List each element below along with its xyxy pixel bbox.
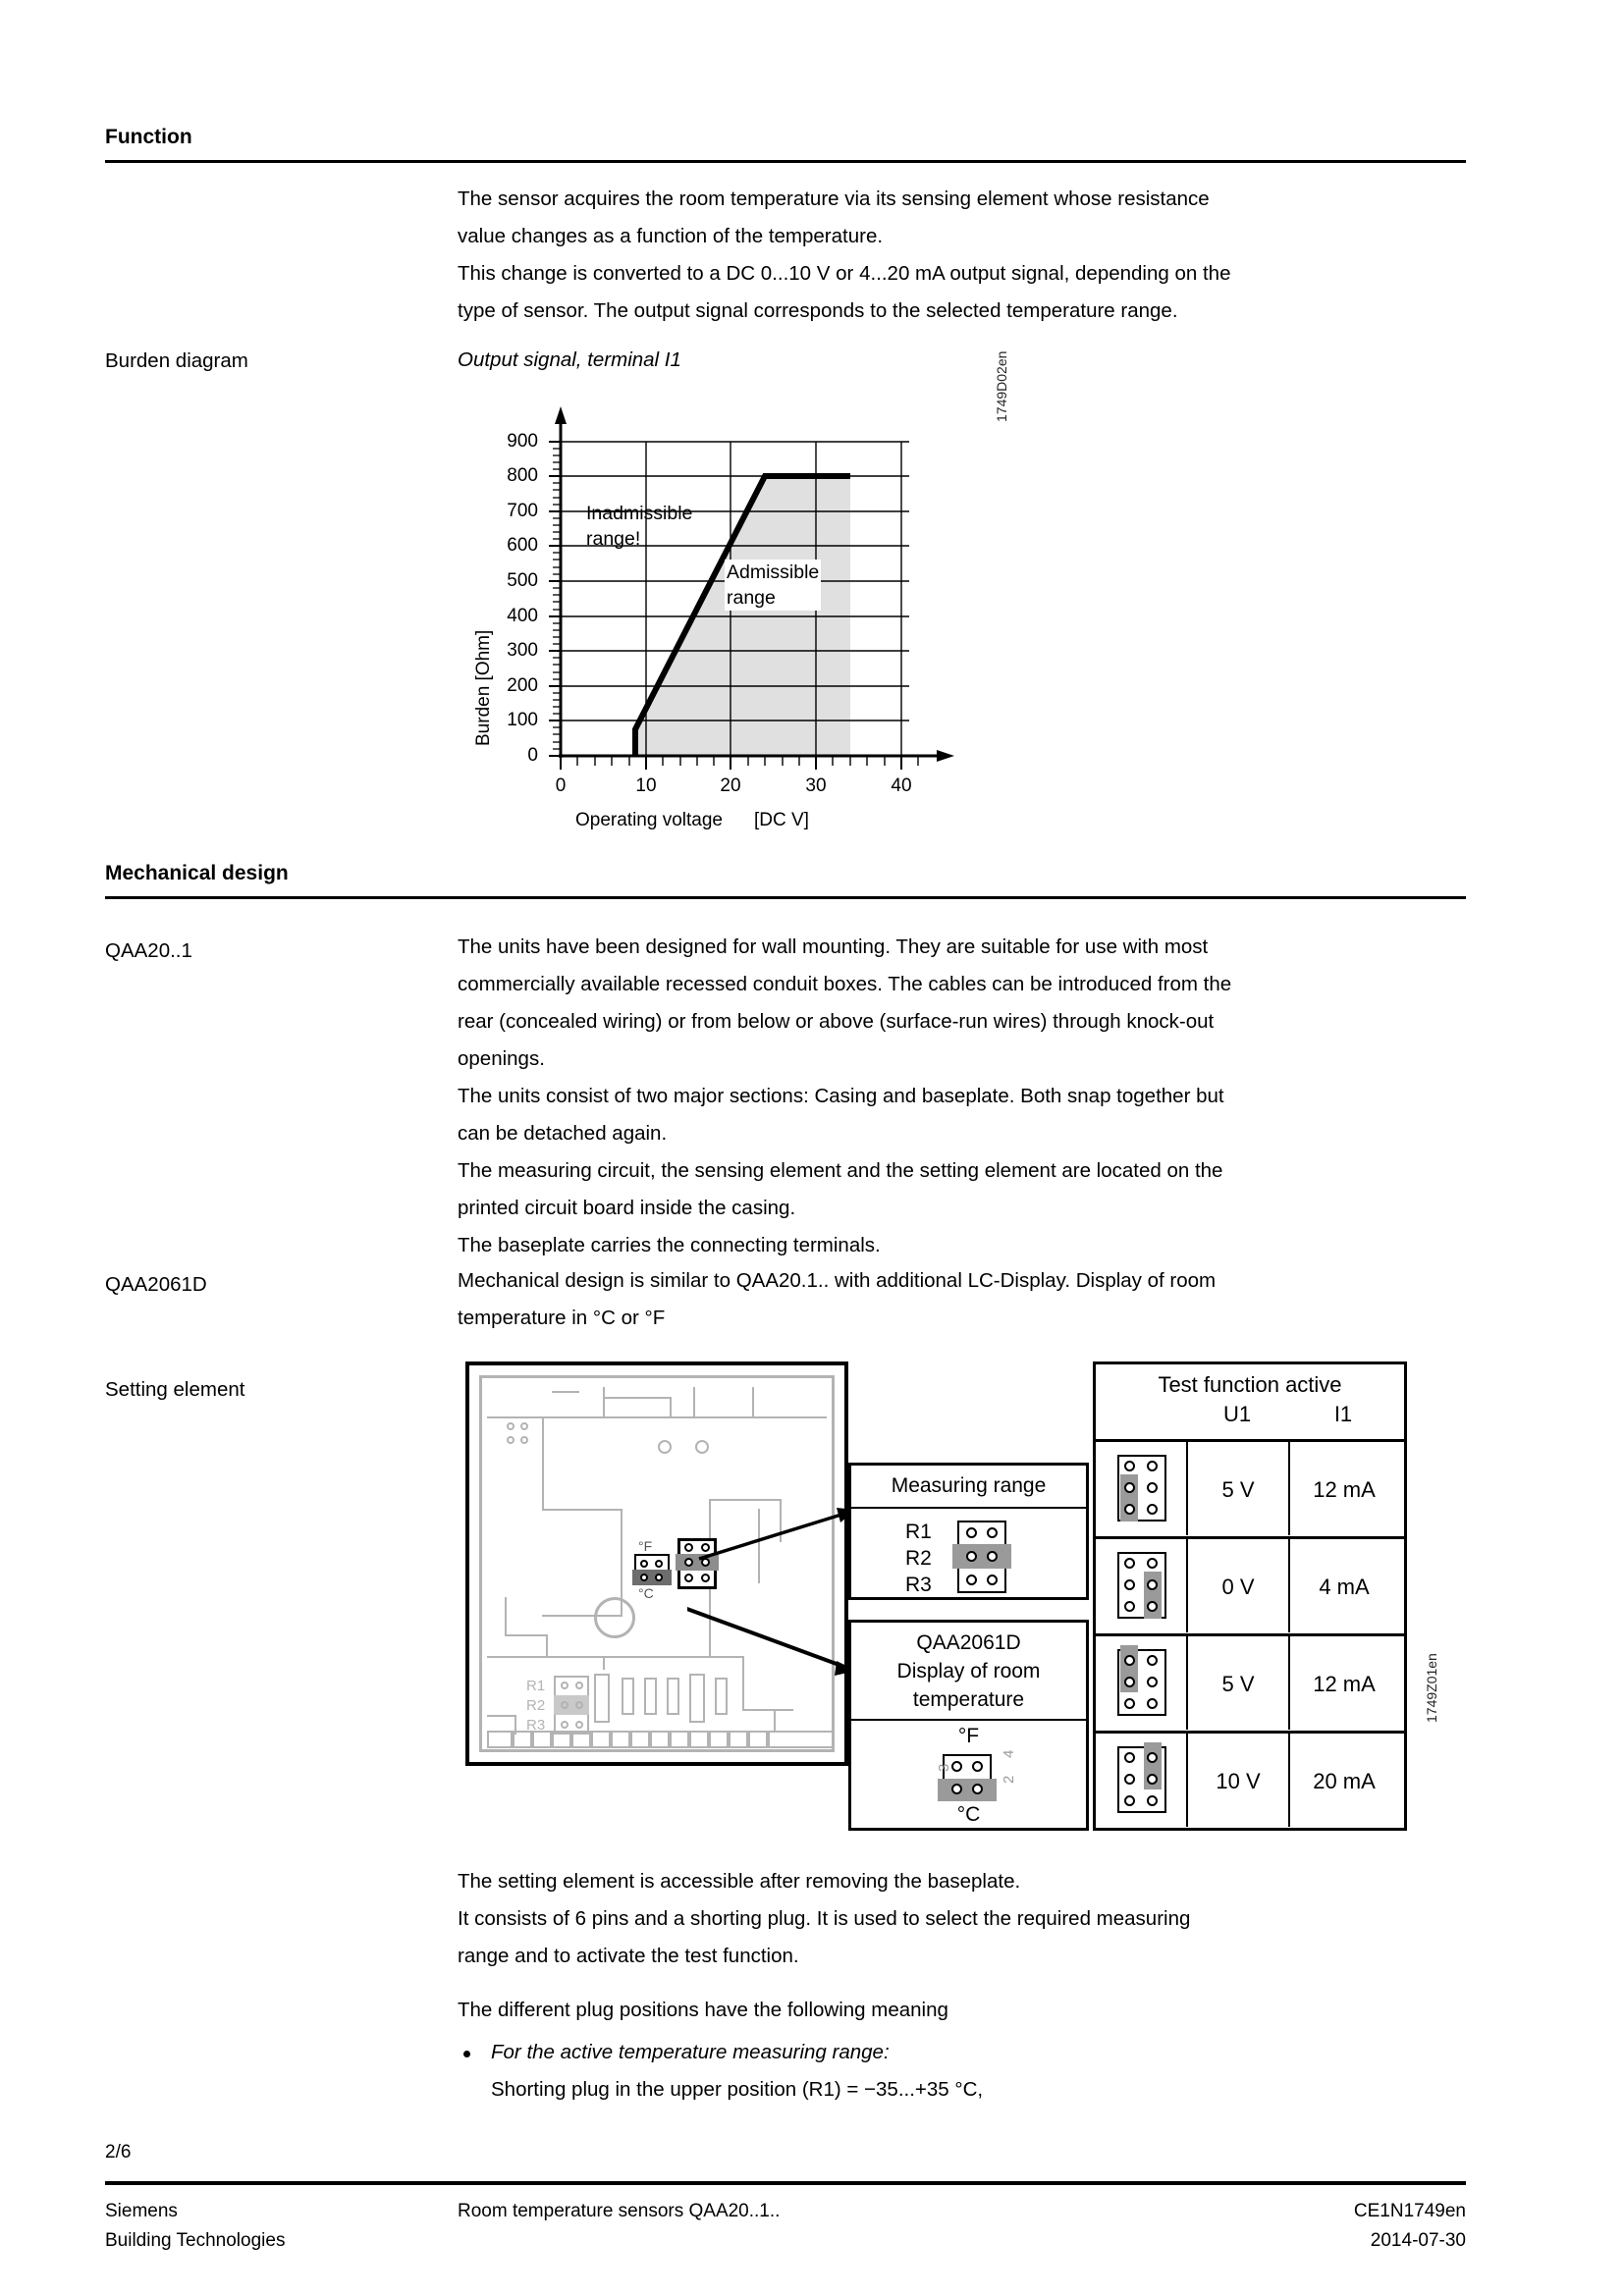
qaa201-line-7: The measuring circuit, the sensing element and the setting element are located on the [458,1159,1223,1182]
pin [1147,1504,1158,1515]
pcb-trace [603,1387,605,1418]
row-u1-value: 10 V [1216,1769,1261,1793]
pcb-label-degc: °C [638,1585,654,1601]
pin [951,1761,962,1772]
pcb-mount-hole [695,1440,709,1454]
chart-ytick-900: 900 [507,431,538,452]
chart-xtick-0: 0 [555,775,567,796]
chart-annotation-inadmissible [584,501,694,552]
display-pin-number-4: 4 [1001,1749,1017,1758]
row-i1-value: 20 mA [1313,1769,1376,1793]
display-pin-number-2: 2 [1001,1775,1017,1784]
pin [1147,1698,1158,1709]
measuring-range-row-labels [905,1519,932,1598]
annotation-admissible-line2: range [727,587,776,609]
pcb-label-r1: R1 [526,1678,546,1694]
footer-company-line1: Siemens [105,2201,178,2221]
measuring-range-header-rule [851,1507,1086,1509]
row-plug-cell [1096,1539,1186,1632]
annotation-inadmissible-line1: Inadmissible [586,503,693,524]
plug-meaning-line: The different plug positions have the following meaning [458,1999,948,2021]
pcb-label-degf: °F [638,1538,653,1554]
pin [1147,1752,1158,1763]
pcb-pad [575,1721,583,1729]
annotation-admissible-line1: Admissible [727,561,820,583]
section-divider-function [105,160,1466,163]
pcb-trace [505,1634,548,1636]
pin [987,1527,998,1538]
test-table-header: Test function active [1158,1372,1342,1397]
pcb-component [594,1674,610,1723]
pcb-trace [603,1656,605,1670]
chart-ytick-300: 300 [507,640,538,661]
row-u1-value: 5 V [1221,1477,1255,1502]
pin [1147,1677,1158,1687]
pcb-terminal-tooth [648,1731,652,1748]
pin [966,1527,977,1538]
chart-xtick-20: 20 [720,775,741,796]
chart-ytick-200: 200 [507,675,538,696]
qaa201-line-5: The units consist of two major sections: Casing and baseplate. Both snap together but [458,1085,1224,1107]
pin [1124,1677,1135,1687]
chart-y-major-ticks [549,442,561,756]
pcb-pad [575,1682,583,1689]
display-box-label-c: °C [956,1803,981,1826]
table-row [1093,1636,1407,1734]
pcb-pad [575,1701,583,1709]
footer-company [105,2197,285,2256]
pcb-pad [507,1422,514,1430]
setting-after-line-1: The setting element is accessible after removing the baseplate. [458,1870,1021,1893]
footer-doc-id: CE1N1749en [1353,2201,1466,2221]
bullet-point-icon [463,2051,470,2057]
chart-ytick-400: 400 [507,606,538,626]
pin [972,1784,983,1794]
bullet-sub-line: Shorting plug in the upper position (R1) = −35...+35 °C, [491,2078,984,2101]
pcb-component [667,1678,679,1715]
pcb-trace [542,1416,544,1511]
callout-arrow-lower [687,1571,844,1667]
pcb-pin [640,1574,648,1581]
pin [1147,1461,1158,1471]
display-box-header-line2: Display of room [896,1660,1041,1682]
display-box-header-rule [851,1719,1086,1721]
footer-date: 2014-07-30 [1370,2230,1466,2251]
row-i1-value: 12 mA [1313,1672,1376,1696]
function-line-3: This change is converted to a DC 0...10 V or 4...20 mA output signal, depending on the [458,262,1231,285]
pcb-pad [520,1422,528,1430]
qaa201-body [458,929,1469,1264]
pcb-pad [507,1436,514,1444]
test-table-header-box [1093,1362,1407,1442]
chart-xtick-10: 10 [635,775,657,796]
function-line-4: type of sensor. The output signal corresponds to the selected temperature range. [458,299,1178,322]
qaa2061d-label: QAA2061D [105,1273,207,1296]
qaa2061d-line-2: temperature in °C or °F [458,1307,666,1329]
pin [1147,1795,1158,1806]
burden-diagram-label: Burden diagram [105,349,248,372]
row-plug-cell [1096,1636,1186,1730]
chart-x-axis-title: Operating voltage [575,810,723,830]
pin [987,1551,998,1562]
pcb-pin [640,1560,648,1568]
footer-company-line2: Building Technologies [105,2230,286,2251]
pin [1124,1601,1135,1612]
row-i1-value: 12 mA [1313,1477,1376,1502]
pcb-trace [670,1397,672,1418]
pcb-pin [655,1560,663,1568]
test-table-col-i1: I1 [1333,1402,1353,1426]
pin [1147,1558,1158,1569]
pin [1147,1579,1158,1590]
measuring-range-header: Measuring range [891,1474,1047,1497]
pcb-mount-hole [658,1440,672,1454]
pin [951,1784,962,1794]
footer-doc [1073,2197,1466,2256]
pcb-pin [655,1574,663,1581]
bullet-italic-line: For the active temperature measuring range: [491,2041,890,2063]
qaa201-line-9: The baseplate carries the connecting terminals. [458,1234,881,1256]
pin [1124,1461,1135,1471]
pcb-trace [487,1715,516,1717]
pcb-terminal-tooth [628,1731,632,1748]
chart-xtick-40: 40 [891,775,912,796]
setting-after-line-2: It consists of 6 pins and a shorting plug. It is used to select the required measuring [458,1907,1191,1930]
display-pin-number-1: 1 [936,1789,952,1797]
qaa201-line-6: can be detached again. [458,1122,668,1145]
pin [1124,1504,1135,1515]
measuring-range-box [848,1463,1089,1600]
pin [1124,1579,1135,1590]
chart-y-axis-title: Burden [Ohm] [473,629,494,746]
pcb-pad [561,1721,568,1729]
setting-after-line-3: range and to activate the test function. [458,1945,799,1967]
qaa2061d-body [458,1262,1469,1337]
pcb-sensor-element [594,1597,635,1638]
display-box-header [851,1629,1086,1714]
pin [1124,1558,1135,1569]
section-title-function: Function [105,126,192,148]
chart-caption: Output signal, terminal I1 [458,348,681,371]
row-u1-value: 5 V [1221,1672,1255,1696]
pin [1147,1774,1158,1785]
pcb-trace [693,1387,695,1418]
table-row [1093,1442,1407,1539]
chart-ytick-800: 800 [507,465,538,486]
footer-page-number: 2/6 [105,2142,132,2163]
pin [966,1551,977,1562]
diagram-watermark: 1749Z01en [1424,1653,1439,1723]
pcb-pad [561,1701,568,1709]
section-divider-mechanical [105,896,1466,899]
pin [972,1761,983,1772]
display-box-label-f: °F [957,1725,980,1747]
qaa201-line-1: The units have been designed for wall mounting. They are suitable for use with most [458,935,1209,958]
display-box-header-line3: temperature [912,1688,1025,1711]
pcb-terminal-tooth [609,1731,613,1748]
pcb-trace [752,1387,754,1418]
pin [1124,1795,1135,1806]
chart-ytick-100: 100 [507,710,538,730]
pcb-trace [552,1391,579,1393]
measuring-range-label-r1: R1 [905,1521,932,1543]
measuring-range-shorting-plug[interactable] [952,1544,1011,1569]
pcb-pad [520,1436,528,1444]
pcb-component [644,1678,657,1715]
row-plug-cell [1096,1442,1186,1535]
display-box-header-line1: QAA2061D [916,1631,1021,1654]
pin [1124,1752,1135,1763]
measuring-range-label-r3: R3 [905,1574,932,1596]
setting-element-body [458,1863,1469,1975]
qaa201-line-2: commercially available recessed conduit boxes. The cables can be introduced from the [458,973,1232,995]
function-line-1: The sensor acquires the room temperature via its sensing element whose resistance [458,187,1210,210]
qaa2061d-line-1: Mechanical design is similar to QAA20.1.. with additional LC-Display. Display of room [458,1269,1217,1292]
chart-x-axis-unit: [DC V] [754,810,809,830]
pcb-jumper-plug-display [632,1570,672,1585]
pcb-label-r2: R2 [526,1697,546,1714]
table-row [1093,1539,1407,1636]
qaa201-line-4: openings. [458,1047,545,1070]
chart-annotation-admissible [725,560,821,611]
footer-divider [105,2181,1466,2185]
function-line-2: value changes as a function of the temperature. [458,225,884,247]
test-table-col-u1: U1 [1222,1402,1252,1426]
setting-element-label: Setting element [105,1378,245,1401]
pcb-trace [546,1634,548,1656]
pcb-terminal-tooth [589,1731,593,1748]
table-row [1093,1734,1407,1831]
measuring-range-label-r2: R2 [905,1547,932,1570]
pcb-terminal-tooth [511,1731,514,1748]
pin [1124,1655,1135,1666]
chart-ytick-500: 500 [507,570,538,591]
section-title-mechanical: Mechanical design [105,862,289,884]
pcb-component [622,1678,634,1715]
test-function-table [1093,1362,1407,1831]
pin [1124,1482,1135,1493]
chart-ytick-0: 0 [527,745,538,766]
pin [1124,1698,1135,1709]
pcb-terminal-tooth [668,1731,672,1748]
pin [1147,1655,1158,1666]
chart-ytick-600: 600 [507,535,538,556]
pcb-trace [603,1397,672,1399]
pin [1147,1601,1158,1612]
qaa201-line-3: rear (concealed wiring) or from below or above (surface-run wires) through knock-out [458,1010,1215,1033]
qaa201-label: QAA20..1 [105,939,192,962]
chart-ytick-700: 700 [507,501,538,521]
qaa201-line-8: printed circuit board inside the casing. [458,1197,796,1219]
pcb-label-r3: R3 [526,1717,546,1734]
display-box [848,1620,1089,1831]
callout-arrows [687,1492,864,1796]
chart-watermark: 1749D02en [994,350,1009,422]
pin [1124,1774,1135,1785]
chart-xtick-30: 30 [805,775,827,796]
pcb-jumper-plug-range [554,1695,589,1715]
callout-arrow-upper [699,1514,844,1559]
footer-center: Room temperature sensors QAA20..1.. [458,2201,781,2221]
pin [966,1575,977,1585]
pin [1147,1482,1158,1493]
pcb-pad [561,1682,568,1689]
pcb-trace [542,1509,623,1511]
pcb-trace [505,1597,507,1636]
function-body [458,181,1469,330]
row-i1-value: 4 mA [1319,1575,1370,1599]
row-u1-value: 0 V [1221,1575,1255,1599]
pin [987,1575,998,1585]
annotation-inadmissible-line2: range! [586,528,641,550]
display-pin-number-3: 3 [936,1763,952,1772]
row-plug-cell [1096,1734,1186,1827]
pcb-trace [487,1416,827,1418]
measuring-range-pin-header [957,1521,1008,1595]
